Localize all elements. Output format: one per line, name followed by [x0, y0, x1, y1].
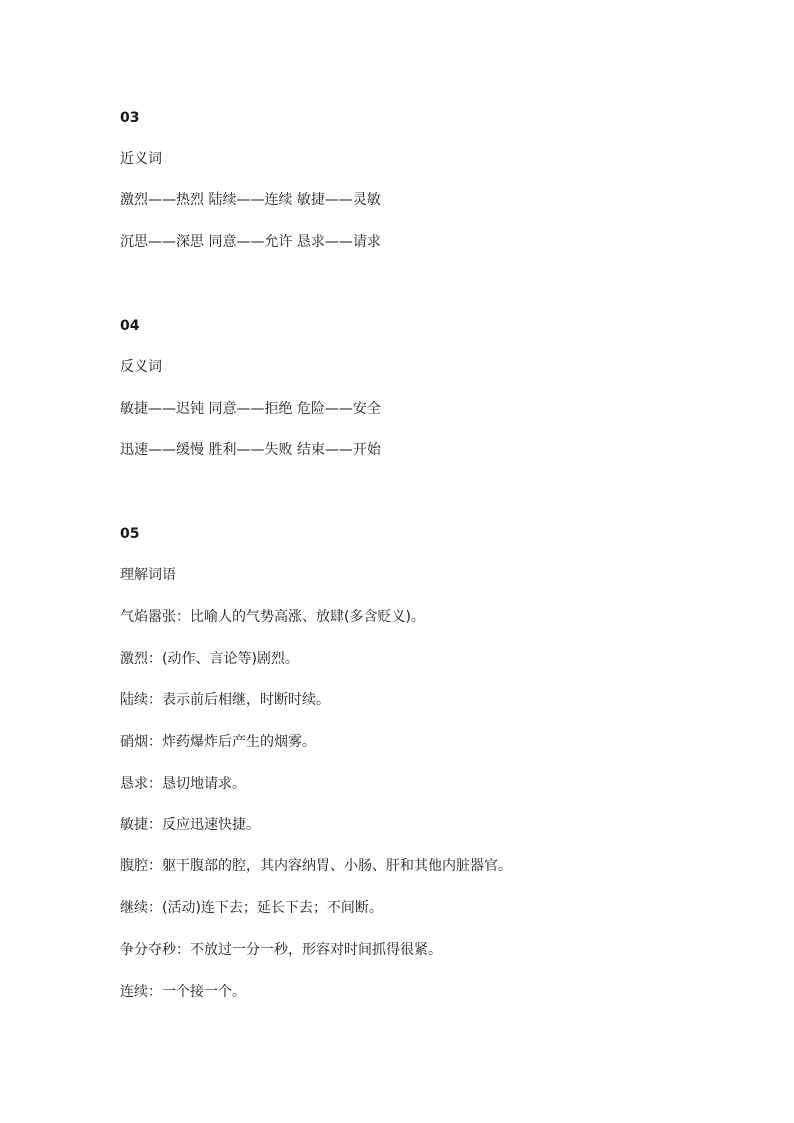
synonym-line: 沉思——深思 同意——允许 恳求——请求	[120, 234, 381, 250]
definition-line: 硝烟：炸药爆炸后产生的烟雾。	[120, 734, 316, 750]
definition-line: 腹腔：躯干腹部的腔，其内容纳胃、小肠、肝和其他内脏器官。	[120, 858, 512, 874]
antonym-line: 敏捷——迟钝 同意——拒绝 危险——安全	[120, 401, 381, 417]
section-number-03: 03	[120, 110, 140, 126]
definition-line: 气焰嚣张：比喻人的气势高涨、放肆(多含贬义)。	[120, 609, 425, 625]
section-title-antonyms: 反义词	[120, 359, 162, 375]
definition-line: 继续：(活动)连下去；延长下去；不间断。	[120, 900, 383, 916]
definition-line: 恳求：恳切地请求。	[120, 776, 246, 792]
section-number-05: 05	[120, 526, 140, 542]
antonym-line: 迅速——缓慢 胜利——失败 结束——开始	[120, 442, 381, 458]
section-title-word-meanings: 理解词语	[120, 567, 176, 583]
section-number-04: 04	[120, 318, 140, 334]
definition-line: 争分夺秒：不放过一分一秒，形容对时间抓得很紧。	[120, 942, 442, 958]
definition-line: 激烈：(动作、言论等)剧烈。	[120, 651, 299, 667]
section-title-synonyms: 近义词	[120, 151, 162, 167]
synonym-line: 激烈——热烈 陆续——连续 敏捷——灵敏	[120, 192, 381, 208]
definition-line: 陆续：表示前后相继，时断时续。	[120, 692, 330, 708]
definition-line: 敏捷：反应迅速快捷。	[120, 817, 260, 833]
definition-line: 连续：一个接一个。	[120, 984, 246, 1000]
